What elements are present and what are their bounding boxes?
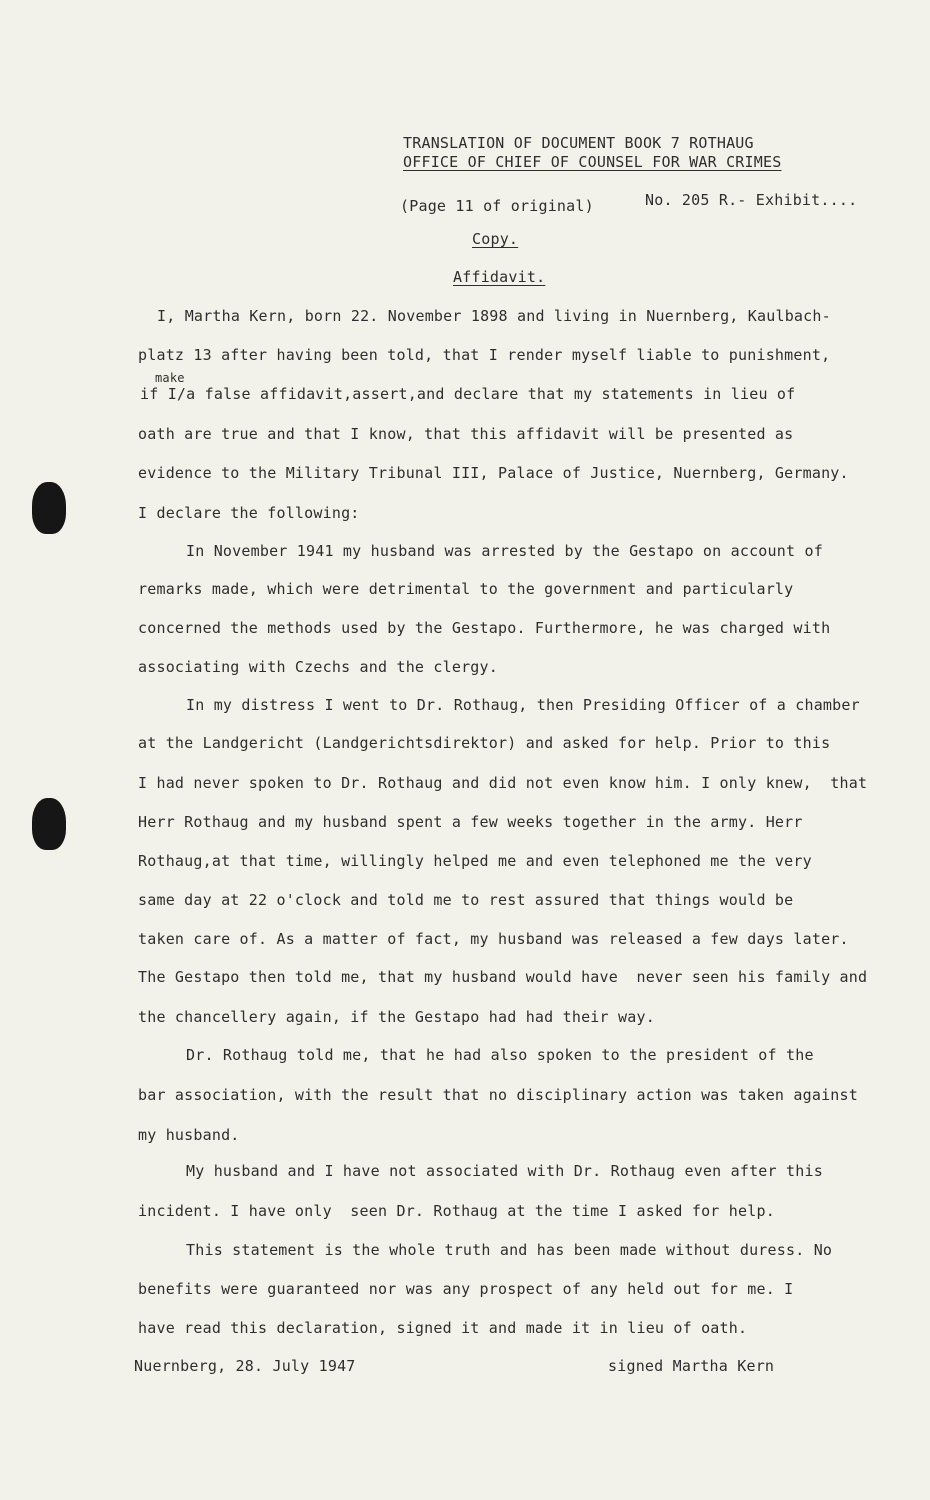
place-and-date: Nuernberg, 28. July 1947 (134, 1357, 356, 1375)
body-line-13: I had never spoken to Dr. Rothaug and did not even know him. I only knew, that (138, 774, 868, 792)
copy-label: Copy. (472, 230, 519, 248)
body-line-21: bar association, with the result that no disciplinary action was taken against (138, 1086, 858, 1104)
punch-hole-top (32, 482, 66, 534)
body-line-22: my husband. (138, 1126, 240, 1144)
body-line-25: This statement is the whole truth and has been made without duress. No (186, 1241, 833, 1259)
body-line-26: benefits were guaranteed nor was any prospect of any held out for me. I (138, 1280, 794, 1298)
body-line-17: taken care of. As a matter of fact, my husband was released a few days later. (138, 930, 849, 948)
handwritten-insert: make (155, 371, 185, 385)
body-line-9: concerned the methods used by the Gestapo. Furthermore, he was charged with (138, 619, 831, 637)
body-line-24: incident. I have only seen Dr. Rothaug at the time I asked for help. (138, 1202, 775, 1220)
body-line-7: In November 1941 my husband was arrested by the Gestapo on account of (186, 542, 823, 560)
body-line-18: The Gestapo then told me, that my husband would have never seen his family and (138, 968, 868, 986)
body-line-8: remarks made, which were detrimental to the government and particularly (138, 580, 794, 598)
body-line-20: Dr. Rothaug told me, that he had also spoken to the president of the (186, 1046, 814, 1064)
body-line-3: if I/a false affidavit,assert,and declare that my statements in lieu of (140, 385, 796, 403)
punch-hole-bottom (32, 798, 66, 850)
body-line-5: evidence to the Military Tribunal III, Palace of Justice, Nuernberg, Germany. (138, 464, 849, 482)
document-title: Affidavit. (453, 268, 546, 286)
body-line-16: same day at 22 o'clock and told me to rest assured that things would be (138, 891, 794, 909)
body-line-4: oath are true and that I know, that this affidavit will be presented as (138, 425, 794, 443)
body-line-10: associating with Czechs and the clergy. (138, 658, 498, 676)
body-line-27: have read this declaration, signed it and made it in lieu of oath. (138, 1319, 748, 1337)
body-line-14: Herr Rothaug and my husband spent a few weeks together in the army. Herr (138, 813, 803, 831)
body-line-15: Rothaug,at that time, willingly helped me and even telephoned me the very (138, 852, 812, 870)
body-line-19: the chancellery again, if the Gestapo had had their way. (138, 1008, 655, 1026)
body-line-23: My husband and I have not associated with Dr. Rothaug even after this (186, 1162, 823, 1180)
body-line-11: In my distress I went to Dr. Rothaug, then Presiding Officer of a chamber (186, 696, 860, 714)
header-line-1: TRANSLATION OF DOCUMENT BOOK 7 ROTHAUG (403, 134, 754, 152)
body-line-2: platz 13 after having been told, that I render myself liable to punishment, (138, 346, 831, 364)
body-line-1: I, Martha Kern, born 22. November 1898 and living in Nuernberg, Kaulbach- (157, 307, 831, 325)
signature-line: signed Martha Kern (608, 1357, 775, 1375)
page-reference: (Page 11 of original) (400, 197, 594, 215)
exhibit-number: No. 205 R.- Exhibit.... (645, 191, 858, 209)
body-line-6: I declare the following: (138, 504, 360, 522)
body-line-12: at the Landgericht (Landgerichtsdirektor) and asked for help. Prior to this (138, 734, 831, 752)
header-line-2: OFFICE OF CHIEF OF COUNSEL FOR WAR CRIMES (403, 153, 782, 171)
